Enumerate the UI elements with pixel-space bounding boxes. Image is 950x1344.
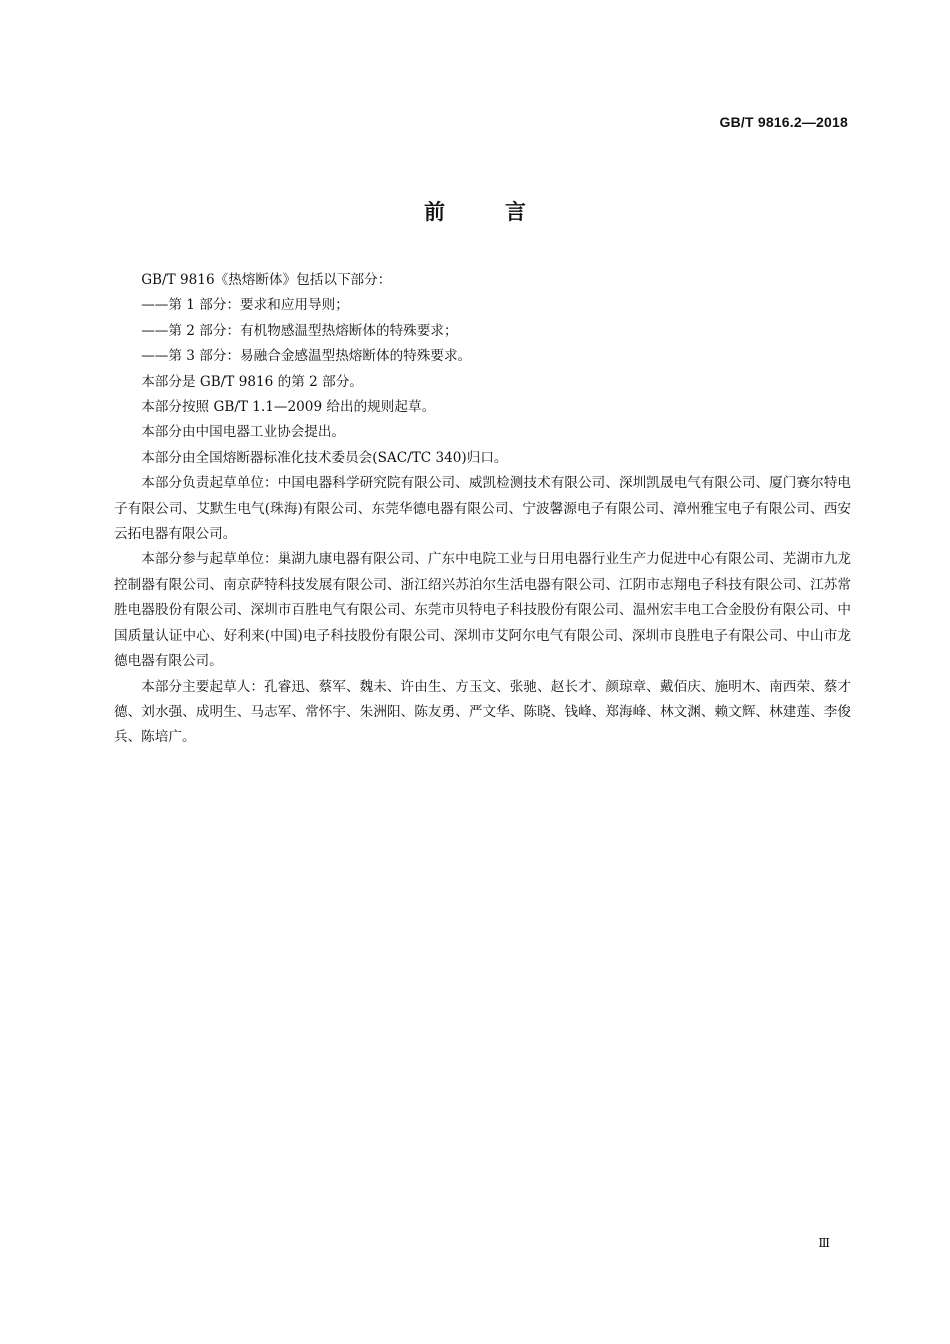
standard-number: GB/T 9816.2—2018 xyxy=(719,114,848,130)
paragraph-participating-drafters: 本部分参与起草单位：巢湖九康电器有限公司、广东中电院工业与日用电器行业生产力促进中心有限公司、芜湖市九龙控制器有限公司、南京萨特科技发展有限公司、浙江绍兴苏泊尔生活电器有限公司、江阴市志翔电子科技有限公司、江苏常胜电器股份有限公司、深圳市百胜电气有限公司、东莞市贝特电子科技股份有限公司、温州宏丰电工合金股份有限公司、中国质量认证中心、好利来(中国)电子科技股份有限公司、深圳市艾阿尔电气有限公司、深圳市良胜电子有限公司、中山市龙德电器有限公司。 xyxy=(114,551,851,670)
paragraph-parts-intro: GB/T 9816《热熔断体》包括以下部分： xyxy=(141,272,392,288)
paragraph-lead-drafters: 本部分负责起草单位：中国电器科学研究院有限公司、威凯检测技术有限公司、深圳凯晟电气有限公司、厦门赛尔特电子有限公司、艾默生电气(珠海)有限公司、东莞华德电器有限公司、宁波馨源电子有限公司、漳州雅宝电子有限公司、西安云拓电器有限公司。 xyxy=(114,475,851,543)
paragraph-part-3: ——第 3 部分：易融合金感温型热熔断体的特殊要求。 xyxy=(141,348,472,365)
paragraph-part-2: ——第 2 部分：有机物感温型热熔断体的特殊要求； xyxy=(141,322,458,339)
foreword-body xyxy=(114,268,851,751)
page-title: 前言 xyxy=(424,200,586,224)
paragraph-main-drafters: 本部分主要起草人：孔睿迅、蔡军、魏未、许由生、方玉文、张驰、赵长才、颜琼章、戴佰庆、施明木、南西荣、蔡才德、刘水强、成明生、马志军、常怀宇、朱洲阳、陈友勇、严文华、陈晓、钱峰、郑海峰、林文渊、赖文辉、林建莲、李俊兵、陈培广。 xyxy=(114,678,851,746)
paragraph-proposed-by: 本部分由中国电器工业协会提出。 xyxy=(141,424,346,441)
paragraph-under-jurisdiction: 本部分由全国熔断器标准化技术委员会(SAC/TC 340)归口。 xyxy=(141,449,508,466)
paragraph-drafting-rules: 本部分按照 GB/T 1.1—2009 给出的规则起草。 xyxy=(141,399,436,416)
page-number: Ⅲ xyxy=(818,1236,830,1250)
paragraph-this-part: 本部分是 GB/T 9816 的第 2 部分。 xyxy=(141,373,363,390)
paragraph-part-1: ——第 1 部分：要求和应用导则； xyxy=(141,297,349,314)
